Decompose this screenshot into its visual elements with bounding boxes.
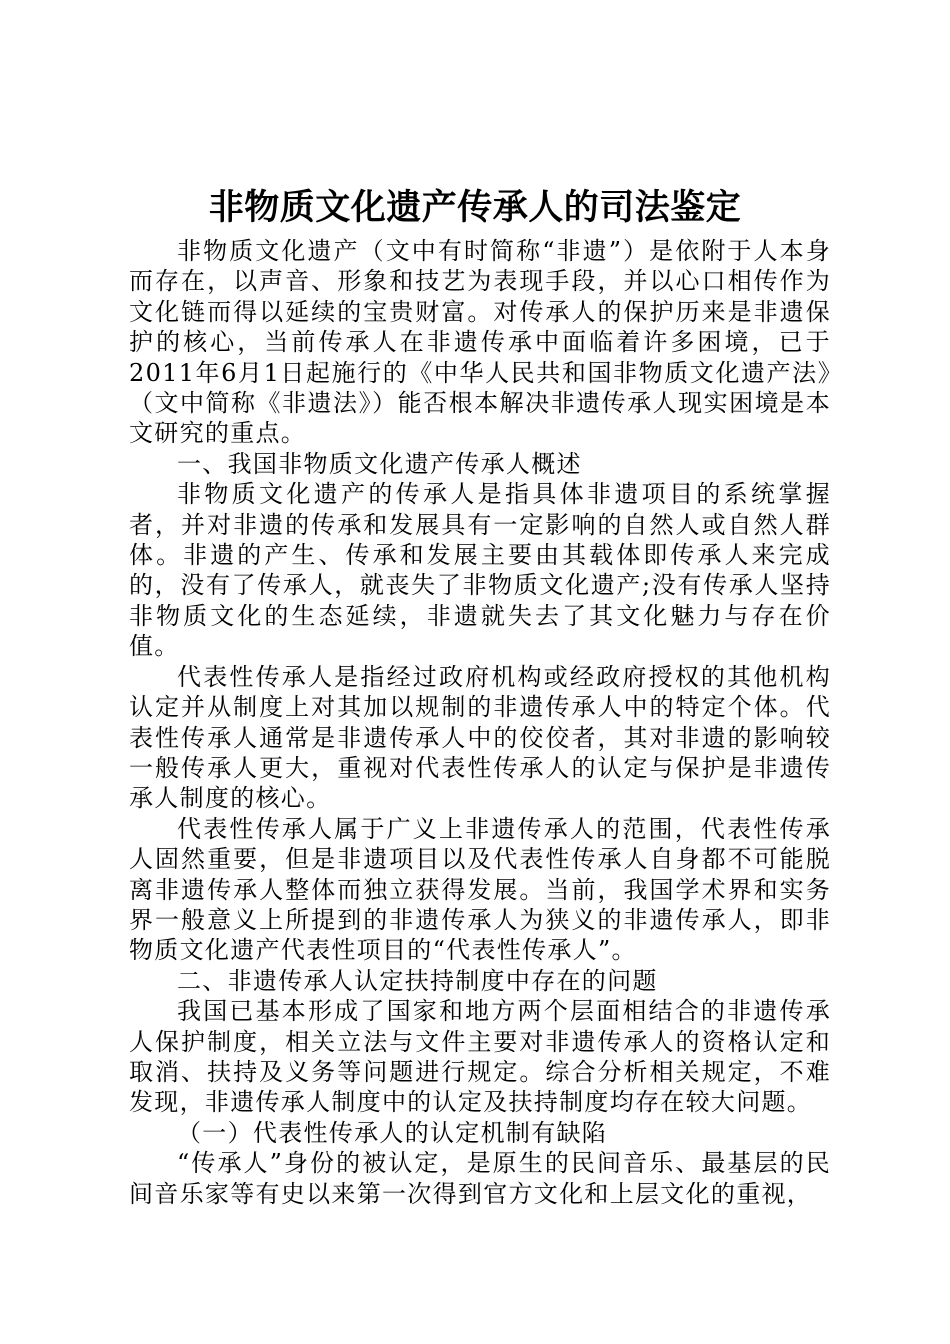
- subsection-heading-1: （一）代表性传承人的认定机制有缺陷: [177, 1118, 608, 1147]
- paragraph: 代表性传承人是指经过政府机构或经政府授权的其他机构认定并从制度上对其加以规制的非遗传承人中的特定个体。代表性传承人通常是非遗传承人中的佼佼者，其对非遗的影响较一般传承人更大，重视对代表性传承人的认定与保护是非遗传承人制度的核心。: [129, 662, 831, 813]
- section-heading-2: 二、非遗传承人认定扶持制度中存在的问题: [177, 966, 658, 995]
- paragraph: “传承人”身份的被认定，是原生的民间音乐、最基层的民间音乐家等有史以来第一次得到官方文化和上层文化的重视，: [129, 1149, 831, 1208]
- paragraph-intro: 非物质文化遗产（文中有时简称“非遗”）是依附于人本身而存在，以声音、形象和技艺为表现手段，并以心口相传作为文化链而得以延续的宝贵财富。对传承人的保护历来是非遗保护的核心，当前传承人在非遗传承中面临着许多困境，已于2011年6月1日起施行的《中华人民共和国非物质文化遗产法》（文中简称《非遗法》）能否根本解决非遗传承人现实困境是本文研究的重点。: [129, 237, 831, 448]
- paragraph: 我国已基本形成了国家和地方两个层面相结合的非遗传承人保护制度，相关立法与文件主要对非遗传承人的资格认定和取消、扶持及义务等问题进行规定。综合分析相关规定，不难发现，非遗传承人制度中的认定及扶持制度均存在较大问题。: [129, 997, 831, 1117]
- document-title: 非物质文化遗产传承人的司法鉴定: [208, 188, 742, 228]
- section-heading-1: 一、我国非物质文化遗产传承人概述: [177, 449, 582, 478]
- paragraph: 代表性传承人属于广义上非遗传承人的范围，代表性传承人固然重要，但是非遗项目以及代表性传承人自身都不可能脱离非遗传承人整体而独立获得发展。当前，我国学术界和实务界一般意义上所提到的非遗传承人为狭义的非遗传承人，即非物质文化遗产代表性项目的“代表性传承人”。: [129, 814, 831, 965]
- document-body: [129, 236, 831, 1209]
- paragraph: 非物质文化遗产的传承人是指具体非遗项目的系统掌握者，并对非遗的传承和发展具有一定影响的自然人或自然人群体。非遗的产生、传承和发展主要由其载体即传承人来完成的，没有了传承人，就丧失了非物质文化遗产;没有传承人坚持非物质文化的生态延续，非遗就失去了其文化魅力与存在价值。: [129, 480, 831, 661]
